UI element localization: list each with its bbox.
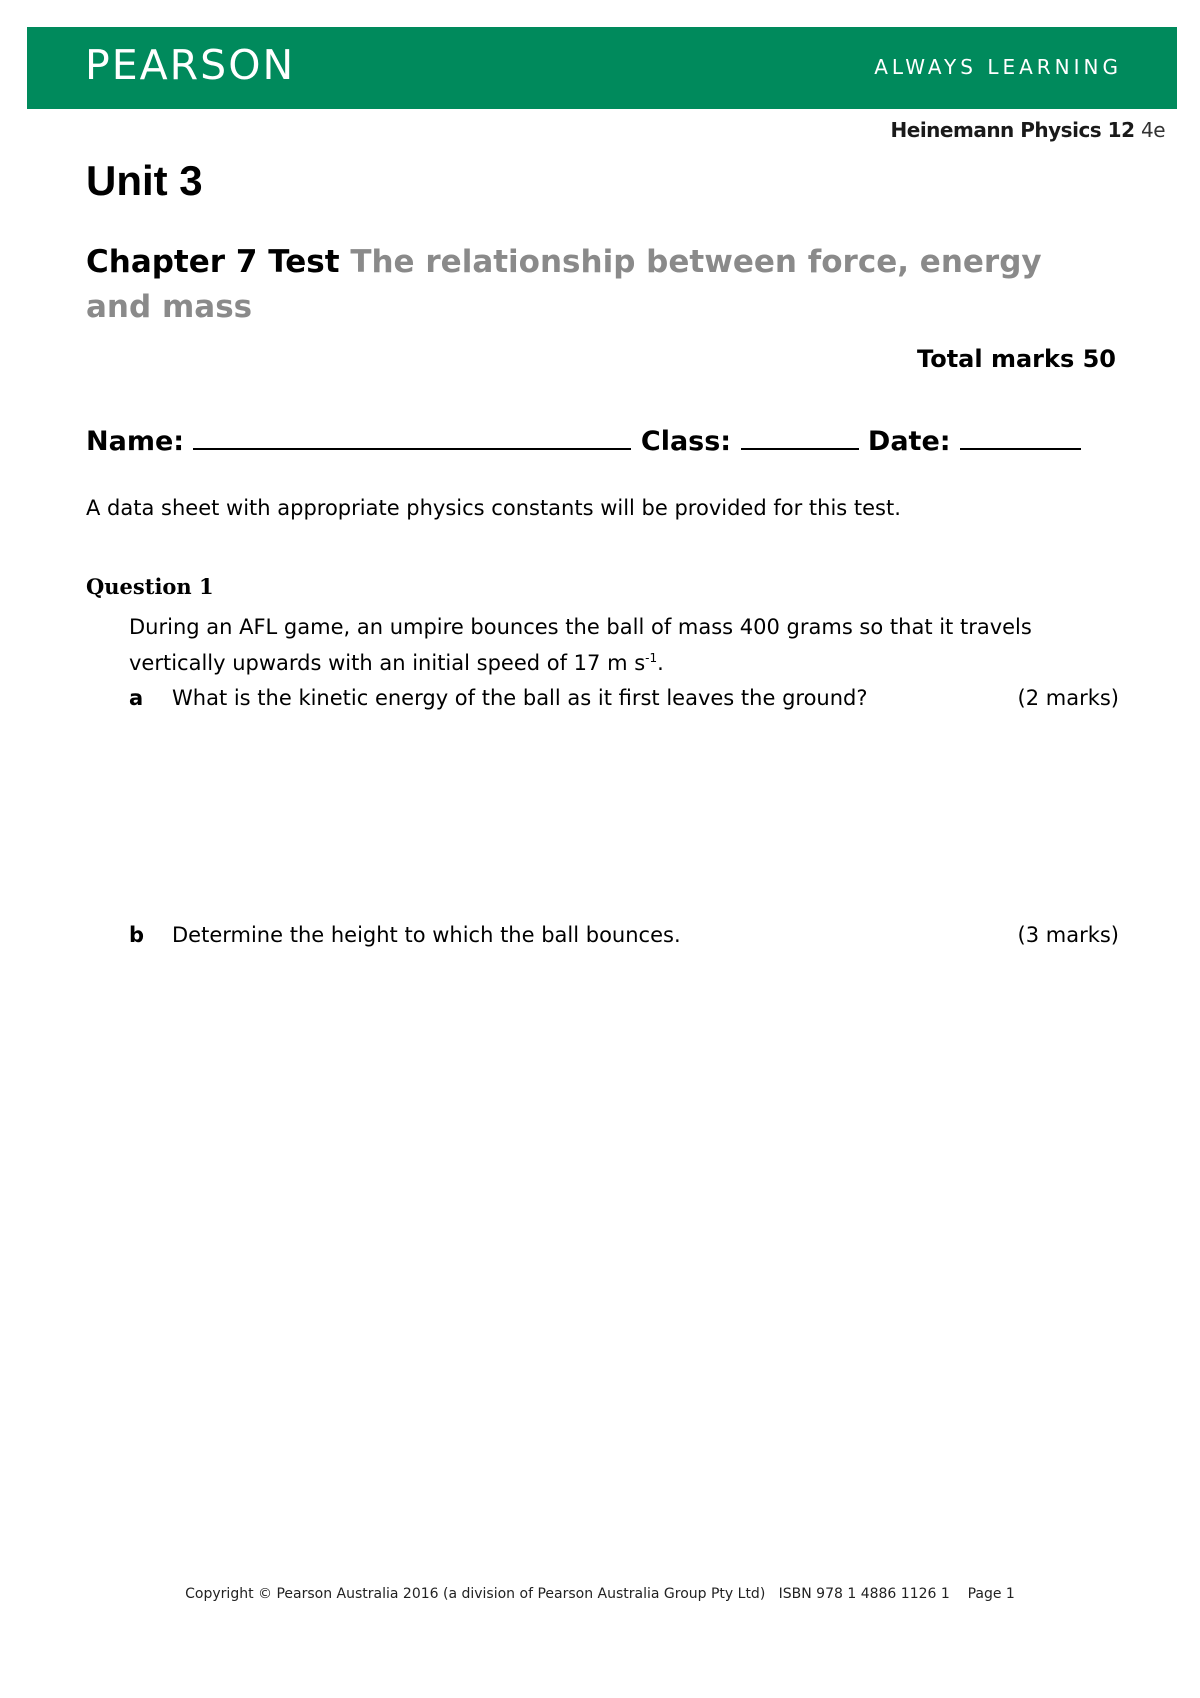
- book-title-text: Heinemann Physics 12: [890, 118, 1135, 142]
- chapter-subtitle: The relationship between force, energy and mass: [86, 244, 1042, 325]
- tagline: ALWAYS LEARNING: [874, 55, 1122, 79]
- class-field[interactable]: [741, 424, 859, 450]
- footer-copyright: Copyright © Pearson Australia 2016 (a division of Pearson Australia Group Pty Ltd) ISBN 978 1 4886 1126 1 Page 1: [185, 1586, 1015, 1602]
- class-label: Class:: [640, 426, 732, 457]
- question-heading: Question 1: [86, 574, 214, 599]
- part-text: What is the kinetic energy of the ball as it first leaves the ground?: [172, 686, 868, 710]
- unit-title: Unit 3: [86, 157, 203, 204]
- book-edition: 4e: [1140, 118, 1165, 142]
- part-letter: b: [129, 923, 145, 947]
- name-label: Name:: [86, 426, 185, 457]
- intro-text: A data sheet with appropriate physics constants will be provided for this test.: [86, 496, 901, 520]
- total-marks: Total marks 50: [917, 345, 1116, 373]
- question-stem-text: During an AFL game, an umpire bounces the ball of mass 400 grams so that it travels vertically upwards with an initial speed of 17 m s: [129, 615, 1032, 675]
- stem-end: .: [657, 651, 664, 675]
- question-stem: [129, 612, 1119, 679]
- chapter-title: [86, 240, 1116, 330]
- chapter-label: Chapter 7 Test: [86, 244, 340, 280]
- student-details: [86, 424, 1081, 457]
- date-field[interactable]: [960, 424, 1081, 450]
- pearson-logo: PEARSON: [85, 41, 296, 89]
- part-text: Determine the height to which the ball bounces.: [172, 923, 681, 947]
- stem-exponent: -1: [645, 651, 658, 665]
- part-marks: (2 marks): [1017, 686, 1119, 710]
- header-banner: [27, 27, 1177, 109]
- name-field[interactable]: [193, 424, 631, 450]
- part-marks: (3 marks): [1017, 923, 1119, 947]
- part-letter: a: [129, 686, 144, 710]
- book-title: [891, 118, 1165, 142]
- date-label: Date:: [867, 426, 951, 457]
